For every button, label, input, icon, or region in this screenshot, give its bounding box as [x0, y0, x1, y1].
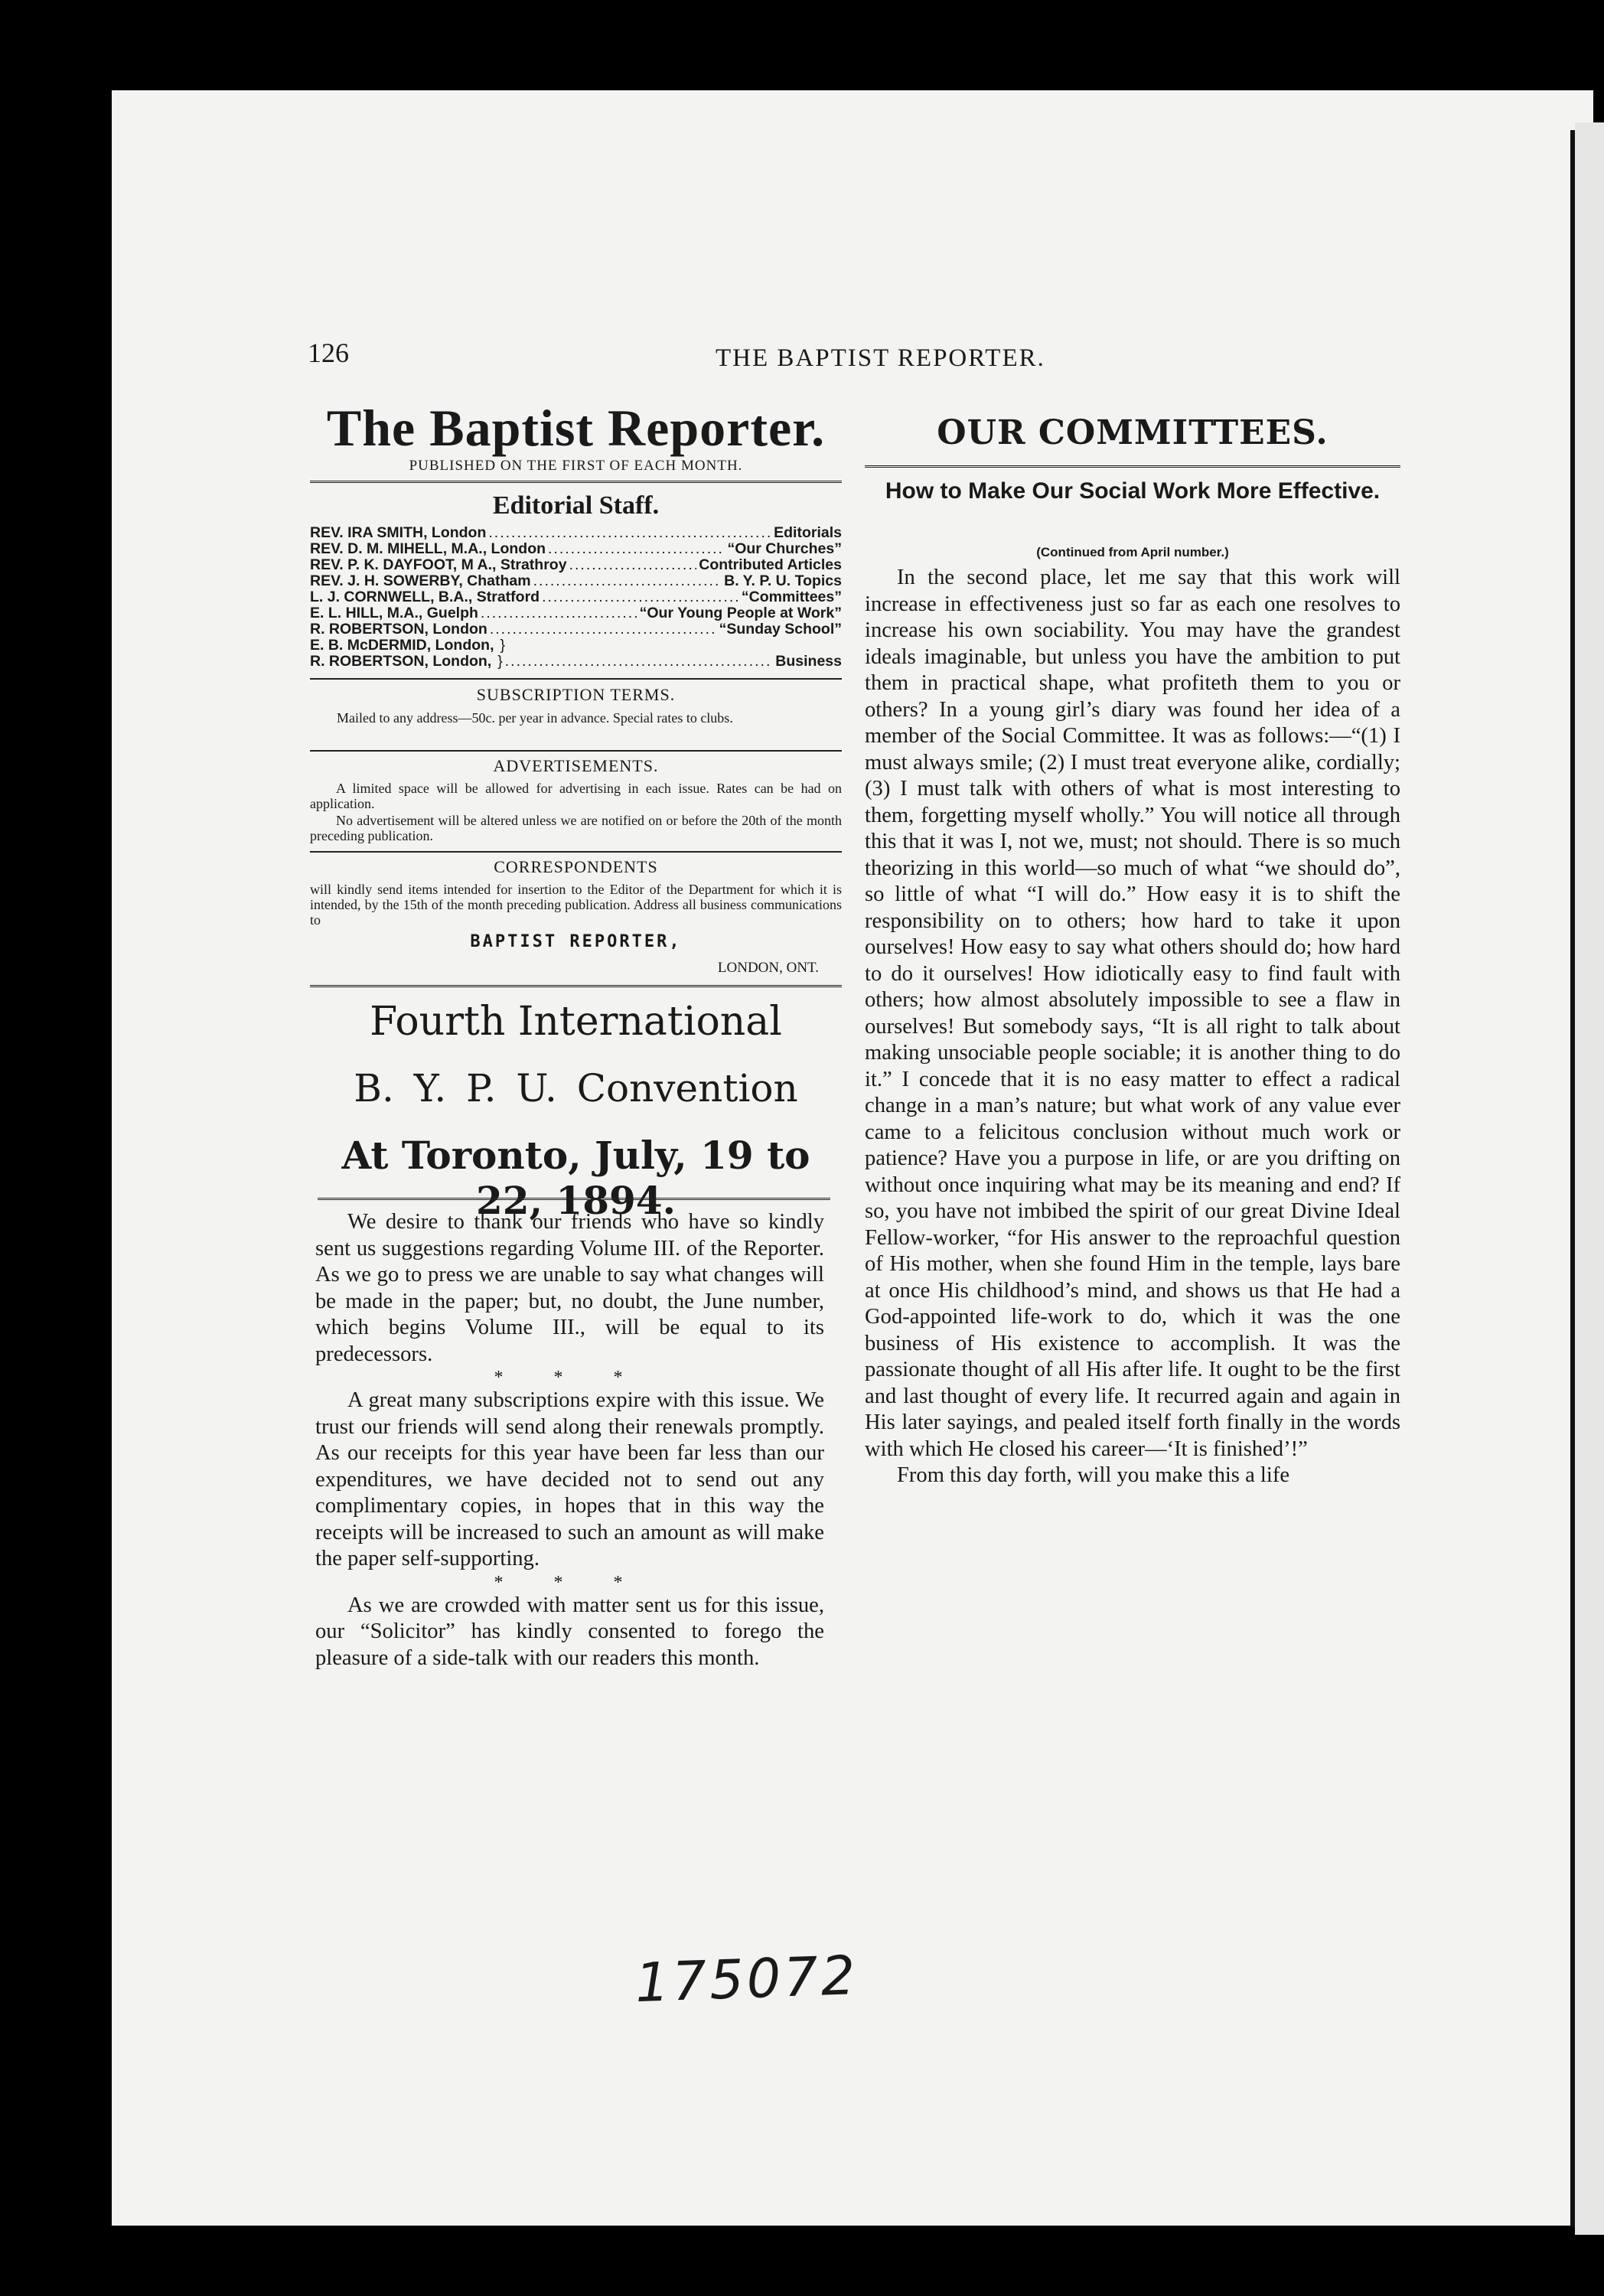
- article-continued-note: (Continued from April number.): [1036, 545, 1229, 559]
- staff-entry: [310, 525, 842, 541]
- editorial-paragraph: As we are crowded with matter sent us for this issue, our “Solicitor” has kindly consented to forego the pleasure of a side-talk with our readers this month.: [315, 1593, 824, 1670]
- staff-entry: E. B. McDERMID, London, }: [310, 637, 505, 654]
- masthead-subtitle: PUBLISHED ON THE FIRST OF EACH MONTH.: [409, 458, 743, 474]
- staff-name: R. ROBERTSON, London,: [310, 653, 492, 670]
- committees-heading: OUR COMMITTEES.: [937, 413, 1329, 452]
- editorial-paragraph: A great many subscriptions expire with this issue. We trust our friends will send along their renewals promptly. As our receipts for this year have been far less than our expenditures, we have decided not to send out any complimentary copies, in hopes that in this way the receipts will be increased to such an amount as will make the paper self-supporting.: [315, 1388, 824, 1570]
- staff-department: B. Y. P. U. Topics: [724, 572, 842, 589]
- subscription-text: Mailed to any address—50c. per year in advance. Special rates to clubs.: [337, 710, 733, 726]
- staff-entry: R. ROBERTSON, London, } ..... Business: [310, 654, 842, 670]
- editorial-staff-list: [310, 525, 842, 670]
- staff-entry: [310, 541, 842, 557]
- section-rule: [318, 1198, 830, 1202]
- section-rule: [310, 678, 842, 680]
- handwritten-note: 175072: [634, 1943, 859, 2015]
- staff-name: REV. J. H. SOWERBY, Chatham: [310, 572, 531, 589]
- article-title: How to Make Our Social Work More Effective.: [885, 478, 1381, 504]
- correspondents-text: will kindly send items intended for insertion to the Editor of the Department for which it is intended, by the 15th of the month preceding publication. Address all business communications to: [310, 882, 842, 928]
- advertisements-text-2: No advertisement will be altered unless we are notified on or before the 20th of the month preceding publication.: [310, 813, 842, 843]
- editorial-notes: [315, 1209, 824, 1671]
- correspondents-heading: CORRESPONDENTS: [494, 857, 658, 876]
- convention-line-3: At Toronto, July, 19 to 22, 1894.: [341, 1133, 810, 1223]
- staff-department: Contributed Articles: [699, 556, 842, 573]
- section-rule: [310, 985, 842, 990]
- page-number: 126: [308, 338, 349, 368]
- committees-article-body: [865, 565, 1400, 1489]
- staff-department: “Our Young People at Work”: [639, 605, 842, 621]
- article-paragraph: From this day forth, will you make this a life: [897, 1463, 1290, 1487]
- masthead-title: The Baptist Reporter.: [326, 399, 826, 457]
- staff-name: REV. P. K. DAYFOOT, M A., Strathroy: [310, 556, 567, 573]
- correspondents-address-name: BAPTIST REPORTER,: [470, 932, 682, 951]
- section-rule: [310, 851, 842, 853]
- staff-department: “Our Churches”: [727, 540, 842, 557]
- staff-name: REV. D. M. MIHELL, M.A., London: [310, 540, 546, 557]
- convention-line-1: Fourth International: [370, 999, 782, 1045]
- committees-rule: [865, 465, 1400, 470]
- staff-entry: [310, 589, 842, 605]
- running-head: THE BAPTIST REPORTER.: [716, 344, 1045, 372]
- staff-name: R. ROBERTSON, London: [310, 621, 487, 638]
- separator-stars: * * *: [494, 1368, 646, 1388]
- advertisements-heading: ADVERTISEMENTS.: [493, 756, 659, 775]
- staff-department: “Sunday School”: [719, 621, 842, 638]
- separator-stars: * * *: [494, 1572, 646, 1593]
- staff-name: L. J. CORNWELL, B.A., Stratford: [310, 589, 540, 605]
- staff-entry: [310, 573, 842, 589]
- editorial-paragraph: We desire to thank our friends who have so kindly sent us suggestions regarding Volume III. of the Reporter. As we go to press we are unable to say what changes will be made in the paper; but, no doubt, the June number, which begins Volume III., will be equal to its predecessors.: [315, 1210, 824, 1366]
- staff-name: E. B. McDERMID, London,: [310, 637, 494, 654]
- advertisements-text-1: A limited space will be allowed for advertising in each issue. Rates can be had on application.: [310, 781, 842, 811]
- staff-department: “Committees”: [741, 589, 842, 605]
- editorial-staff-heading: Editorial Staff.: [492, 491, 660, 520]
- staff-entry: [310, 605, 842, 621]
- masthead-rule: [310, 481, 842, 485]
- staff-entry: [310, 621, 842, 638]
- subscription-heading: SUBSCRIPTION TERMS.: [476, 685, 676, 704]
- staff-department: Editorials: [774, 524, 842, 541]
- facing-page-strip: [1575, 122, 1604, 2235]
- correspondents-address-city: LONDON, ONT.: [717, 960, 819, 976]
- section-rule: [310, 750, 842, 752]
- article-paragraph: In the second place, let me say that this work will increase in effectiveness just so far as each one resolves to increase his own sociability. You may have the grandest ideals imaginable, but unless you have the ambition to put them in practical shape, what profiteth them to you or others? In a young girl’s diary was found her idea of a member of the Social Committee. It was as follows:—“(1) I must always smile; (2) I must treat everyone alike, cordially; (3) I must talk with others of what is most interesting to them, forgetting myself wholly.” You will notice all through this that it was I, not we, must; not should. There is so much theorizing in this world—so much of what “we should do”, so little of what “I will do.” How easy it is to shift the responsibility on to others; how hard to take it upon ourselves! How easy to say what others should do; how hard to do it ourselves! How idiotically easy to find fault with others; how almost absolutely impossible to see a flaw in ourselves! But somebody says, “It is all right to talk about making unsociable people sociable; it is another thing to do it.” I concede that it is no easy matter to effect a radical change in a man’s nature; but what work of any value ever came to a felicitous conclusion without much work or patience? Have you a purpose in life, or are you drifting on without once inquiring what may be its meaning and end? If so, you have not imbibed the spirit of our great Divine Ideal Fellow-worker, “for His answer to the reproachful question of His mother, when she found Him in the temple, lays bare at once His childhood’s mind, and shows us that He had a God-appointed life-work to do, which it was the one business of His existence to accomplish. It was the passionate thought of all His after life. It ought to be the first and last thought of every life. It recurred again and again in His later sayings, and pealed itself forth finally in the words with which He closed his career—‘It is finished’!”: [865, 566, 1400, 1461]
- staff-department: Business: [775, 653, 842, 670]
- staff-name: REV. IRA SMITH, London: [310, 524, 487, 541]
- convention-line-2: B. Y. P. U. Convention: [354, 1066, 798, 1110]
- staff-entry: [310, 557, 842, 573]
- staff-name: E. L. HILL, M.A., Guelph: [310, 605, 478, 621]
